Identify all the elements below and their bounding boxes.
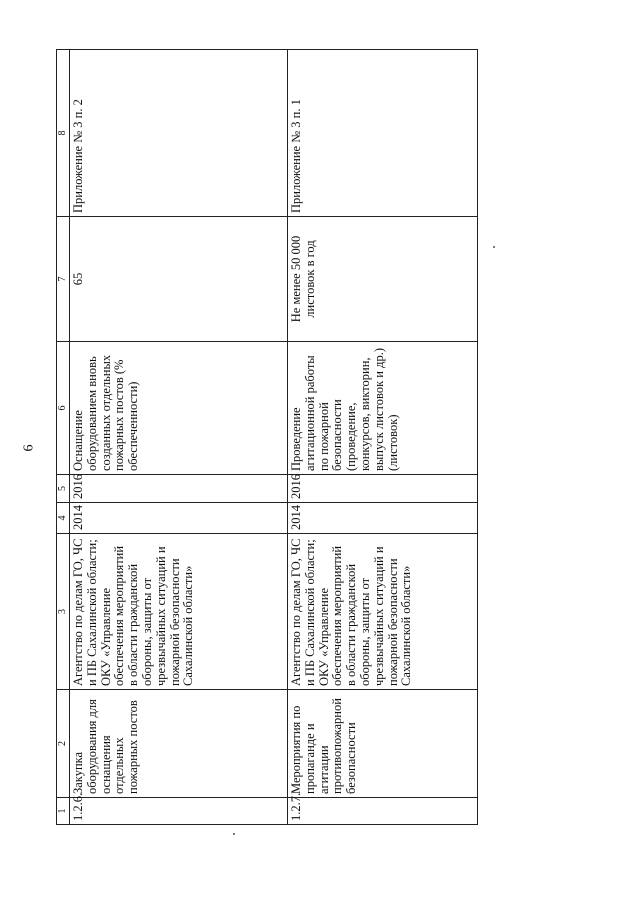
executor: Агентство по делам ГО, ЧС и ПБ Сахалинской области; ОКУ «Управление обеспечения мероприятий в области гражданской обороны, защиты от чрезвычайных ситуаций и пожарной безопасности Сахалинской области» bbox=[288, 534, 478, 690]
program-table bbox=[56, 49, 478, 825]
start-year: 2014 bbox=[288, 503, 478, 534]
row-number: 1.2.7. bbox=[288, 798, 478, 825]
executor: Агентство по делам ГО, ЧС и ПБ Сахалинской области; ОКУ «Управление обеспечения мероприятий в области гражданской обороны, защиты от чрезвычайных ситуаций и пожарной безопасности Сахалинской области» bbox=[70, 534, 288, 690]
start-year: 2014 bbox=[70, 503, 288, 534]
indicator: Оснащение оборудованием вновь созданных отдельных пожарных постов (% обеспеченности) bbox=[70, 342, 288, 475]
col-header: 2 bbox=[57, 690, 70, 798]
row-number: 1.2.6. bbox=[70, 798, 288, 825]
reference: Приложение № 3 п. 1 bbox=[288, 50, 478, 217]
col-header: 7 bbox=[57, 217, 70, 342]
col-header: 5 bbox=[57, 475, 70, 503]
header-row bbox=[57, 50, 70, 825]
col-header: 3 bbox=[57, 534, 70, 690]
end-year: 2016 bbox=[288, 475, 478, 503]
col-header: 1 bbox=[57, 798, 70, 825]
col-header: 8 bbox=[57, 50, 70, 217]
indicator-value: 65 bbox=[70, 217, 288, 342]
activity-name: Закупка оборудования для оснащения отдельных пожарных постов bbox=[70, 690, 288, 798]
page-number: 6 bbox=[21, 444, 37, 452]
scan-speck bbox=[493, 246, 495, 248]
table-row bbox=[70, 50, 288, 825]
indicator: Проведение агитационной работы по пожарной безопасности (проведение, конкурсов, викторин, выпуск листовок и др.) (листовок) bbox=[288, 342, 478, 475]
table-row bbox=[288, 50, 478, 825]
indicator-value: Не менее 50 000 листовок в год bbox=[288, 217, 478, 342]
end-year: 2016 bbox=[70, 475, 288, 503]
activity-name: Мероприятия по пропаганде и агитации противопожарной безопасности bbox=[288, 690, 478, 798]
scan-speck bbox=[233, 833, 235, 835]
table-container bbox=[56, 50, 496, 825]
col-header: 4 bbox=[57, 503, 70, 534]
col-header: 6 bbox=[57, 342, 70, 475]
reference: Приложение № 3 п. 2 bbox=[70, 50, 288, 217]
